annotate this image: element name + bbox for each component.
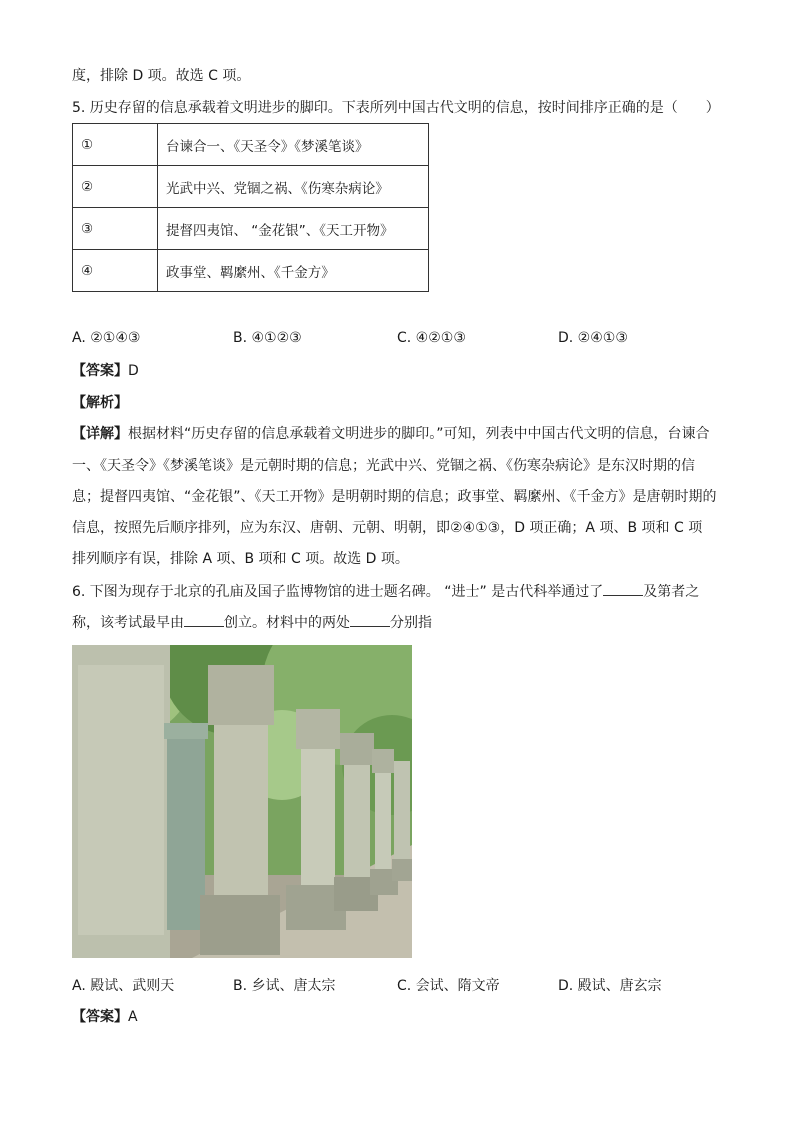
option-a[interactable]: A. ②①④③ <box>72 330 141 346</box>
table-row <box>73 166 429 208</box>
table-cell-num: ④ <box>73 250 158 292</box>
detail-line-1 <box>72 424 710 444</box>
q6-options <box>72 975 732 995</box>
table-row <box>73 208 429 250</box>
q6-stem-line2 <box>72 612 432 633</box>
q6-stem-text: 分别指 <box>390 615 432 631</box>
table-cell-content: 光武中兴、党锢之祸、《伤寒杂病论》 <box>158 166 429 208</box>
answer-label: 【答案】 <box>72 1009 128 1025</box>
detail-label: 【详解】 <box>72 426 128 442</box>
q5-stem: 5. 历史存留的信息承载着文明进步的脚印。下表所列中国古代文明的信息，按时间排序正确的是（ ） <box>72 100 720 116</box>
q6-stem-text: 6. 下图为现存于北京的孔庙及国子监博物馆的进士题名碑。 “进士” 是古代科举通过了 <box>72 584 604 600</box>
answer-label: 【答案】 <box>72 363 128 379</box>
option-b[interactable]: B. ④①②③ <box>233 330 302 346</box>
option-b[interactable]: B. 乡试、唐太宗 <box>233 978 336 994</box>
q6-answer <box>72 1007 138 1027</box>
detail-line-3: 息；提督四夷馆、“金花银”、《天工开物》是明朝时期的信息；政事堂、羁縻州、《千金方》是唐朝时期的 <box>72 489 717 505</box>
q5-table <box>72 123 429 292</box>
option-c[interactable]: C. ④②①③ <box>397 330 466 346</box>
detail-line-5: 排列顺序有误，排除 A 项、B 项和 C 项。故选 D 项。 <box>72 551 409 567</box>
q6-stem-text: 创立。材料中的两处 <box>224 615 350 631</box>
q6-stem-line1 <box>72 581 699 602</box>
table-cell-content: 台谏合一、《天圣令》《梦溪笔谈》 <box>158 124 429 166</box>
fill-blank <box>350 612 390 627</box>
q5-options <box>72 330 732 350</box>
table-cell-num: ② <box>73 166 158 208</box>
continuation-text: 度，排除 D 项。故选 C 项。 <box>72 68 251 84</box>
option-d[interactable]: D. ②④①③ <box>558 330 628 346</box>
table-cell-content: 提督四夷馆、 “金花银”、《天工开物》 <box>158 208 429 250</box>
detail-line-4: 信息，按照先后顺序排列，应为东汉、唐朝、元朝、明朝，即②④①③，D 项正确；A 项、B 项和 C 项 <box>72 520 703 536</box>
table-row <box>73 124 429 166</box>
stele-photo <box>72 645 412 958</box>
q6-stem-text: 及第者之 <box>643 584 700 600</box>
analysis-label: 【解析】 <box>72 395 128 411</box>
answer-value: A <box>128 1009 138 1025</box>
detail-line-2: 一、《天圣令》《梦溪笔谈》是元朝时期的信息；光武中兴、党锢之祸、《伤寒杂病论》是东汉时期的信 <box>72 458 695 474</box>
detail-text: 根据材料“历史存留的信息承载着文明进步的脚印。”可知，列表中中国古代文明的信息，台谏合 <box>128 426 710 442</box>
table-cell-content: 政事堂、羁縻州、《千金方》 <box>158 250 429 292</box>
q5-answer <box>72 361 139 381</box>
stele-illustration <box>72 645 412 958</box>
table-row <box>73 250 429 292</box>
fill-blank <box>184 612 224 627</box>
option-d[interactable]: D. 殿试、唐玄宗 <box>558 978 662 994</box>
fill-blank <box>603 581 643 596</box>
q6-stem-text: 称，该考试最早由 <box>72 615 184 631</box>
table-cell-num: ③ <box>73 208 158 250</box>
table-cell-num: ① <box>73 124 158 166</box>
option-a[interactable]: A. 殿试、武则天 <box>72 978 175 994</box>
option-c[interactable]: C. 会试、隋文帝 <box>397 978 500 994</box>
answer-value: D <box>128 363 139 379</box>
